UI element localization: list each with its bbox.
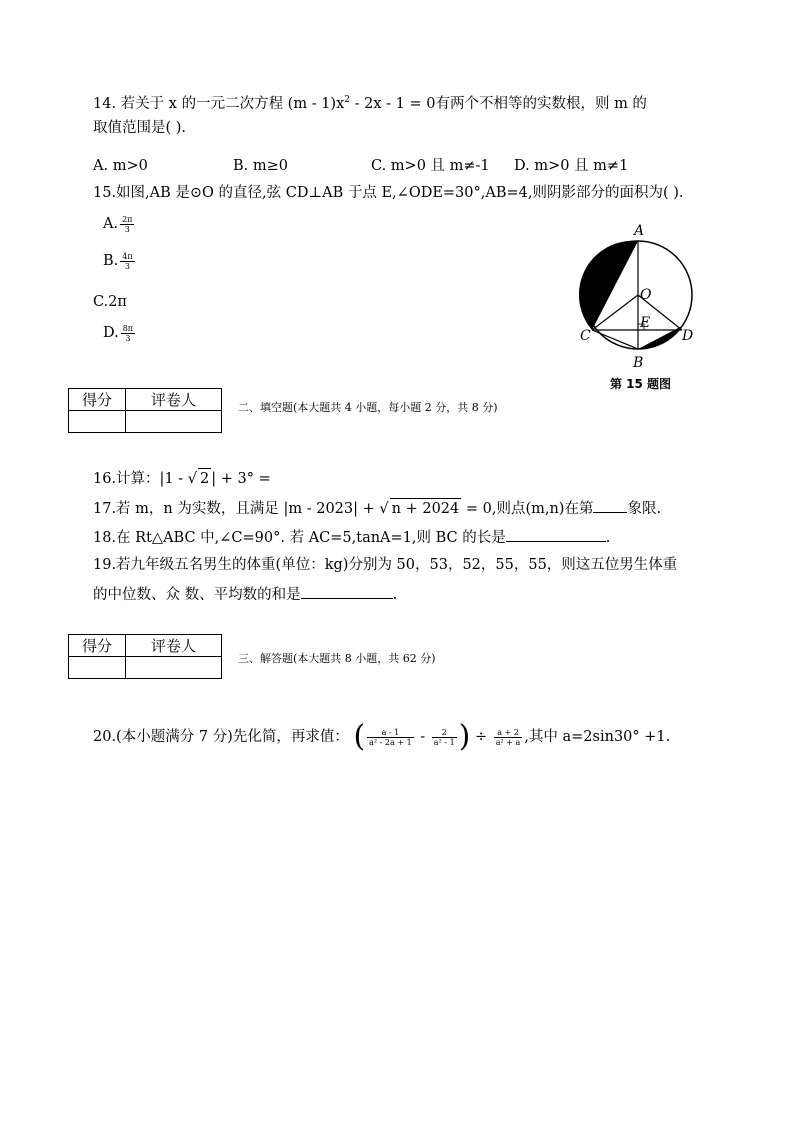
section3-title: 三、解答题(本大题共 8 小题，共 62 分) [238, 652, 436, 665]
q15-option-b: B. $\frac{4\pi}{3}$ [103, 251, 133, 271]
segment-cb [592, 330, 638, 349]
label-a: A [634, 223, 645, 239]
q15-stem: 15.如图,AB 是⊙O 的直径,弦 CD⊥AB 于点 E,∠ODE=30°,AB=4,则阴影部分的面积为( ). [93, 185, 684, 201]
score-header: 得分 [69, 389, 126, 411]
shaded-region-left [579, 241, 638, 330]
label-b: B [633, 355, 644, 371]
q14-option-b: B. m≥0 [233, 158, 288, 174]
q16: 16.计算：|1 - √ 2 | + 3° = [93, 468, 271, 489]
label-o: O [640, 287, 652, 303]
q18-blank[interactable] [506, 527, 606, 542]
score-cell [69, 657, 126, 679]
q15-option-a: A. $\frac{2\pi}{3}$ [103, 214, 133, 234]
q14-line1: 14. 若关于 x 的一元二次方程 $(m - 1)x^2 - 2x - 1 = 0$有两个不相等的实数根，则 m 的 [93, 95, 647, 112]
q15-option-d: D. $\frac{8\pi}{3}$ [103, 323, 134, 343]
q18: 18.在 Rt△ABC 中,∠C=90°. 若 AC=5,tanA=1,则 BC 的长是 . [93, 527, 610, 548]
grader-cell [126, 657, 222, 679]
grader-cell [126, 411, 222, 433]
label-d: D [682, 328, 694, 344]
section2-score-table [68, 388, 222, 433]
q17-blank[interactable] [593, 498, 627, 513]
figure-caption: 第 15 题图 [610, 377, 672, 391]
q14-option-c: C. m>0 且 m≠-1 [371, 158, 490, 174]
label-e: E [640, 315, 651, 331]
grader-header: 评卷人 [126, 389, 222, 411]
section3-score-table [68, 634, 222, 679]
q14-option-a: A. m>0 [93, 158, 148, 174]
q19-blank[interactable] [301, 584, 393, 599]
q19-line1: 19.若九年级五名男生的体重(单位：kg)分别为 50，53，52，55，55，则这五位男生体重 [93, 557, 678, 573]
q14-option-d: D. m>0 且 m≠1 [514, 158, 629, 174]
q15-option-c: C.2π [93, 294, 127, 310]
score-cell [69, 411, 126, 433]
label-c: C [580, 328, 591, 344]
q14-line2: 取值范围是( ). [93, 120, 187, 136]
score-header: 得分 [69, 635, 126, 657]
q20: 20.(本小题满分 7 分)先化简，再求值： ( $\frac{a - 1}{\text{a² - 2a + 1}}$ - $\frac{2}{\text{a² - 1}}$ ) ÷ $\frac{a + 2}{\text{a² + a}}$ ,其中 a=2sin30° +1. [93, 719, 671, 754]
grader-header: 评卷人 [126, 635, 222, 657]
q15-figure [578, 218, 708, 398]
section2-title: 二、填空题(本大题共 4 小题，每小题 2 分，共 8 分) [238, 401, 498, 414]
q17: 17.若 m，n 为实数，且满足 |m - 2023| + √ n + 2024 = 0,则点(m,n)在第 象限. [93, 498, 661, 519]
q19-line2: 的中位数、众 数、平均数的和是 . [93, 584, 397, 605]
